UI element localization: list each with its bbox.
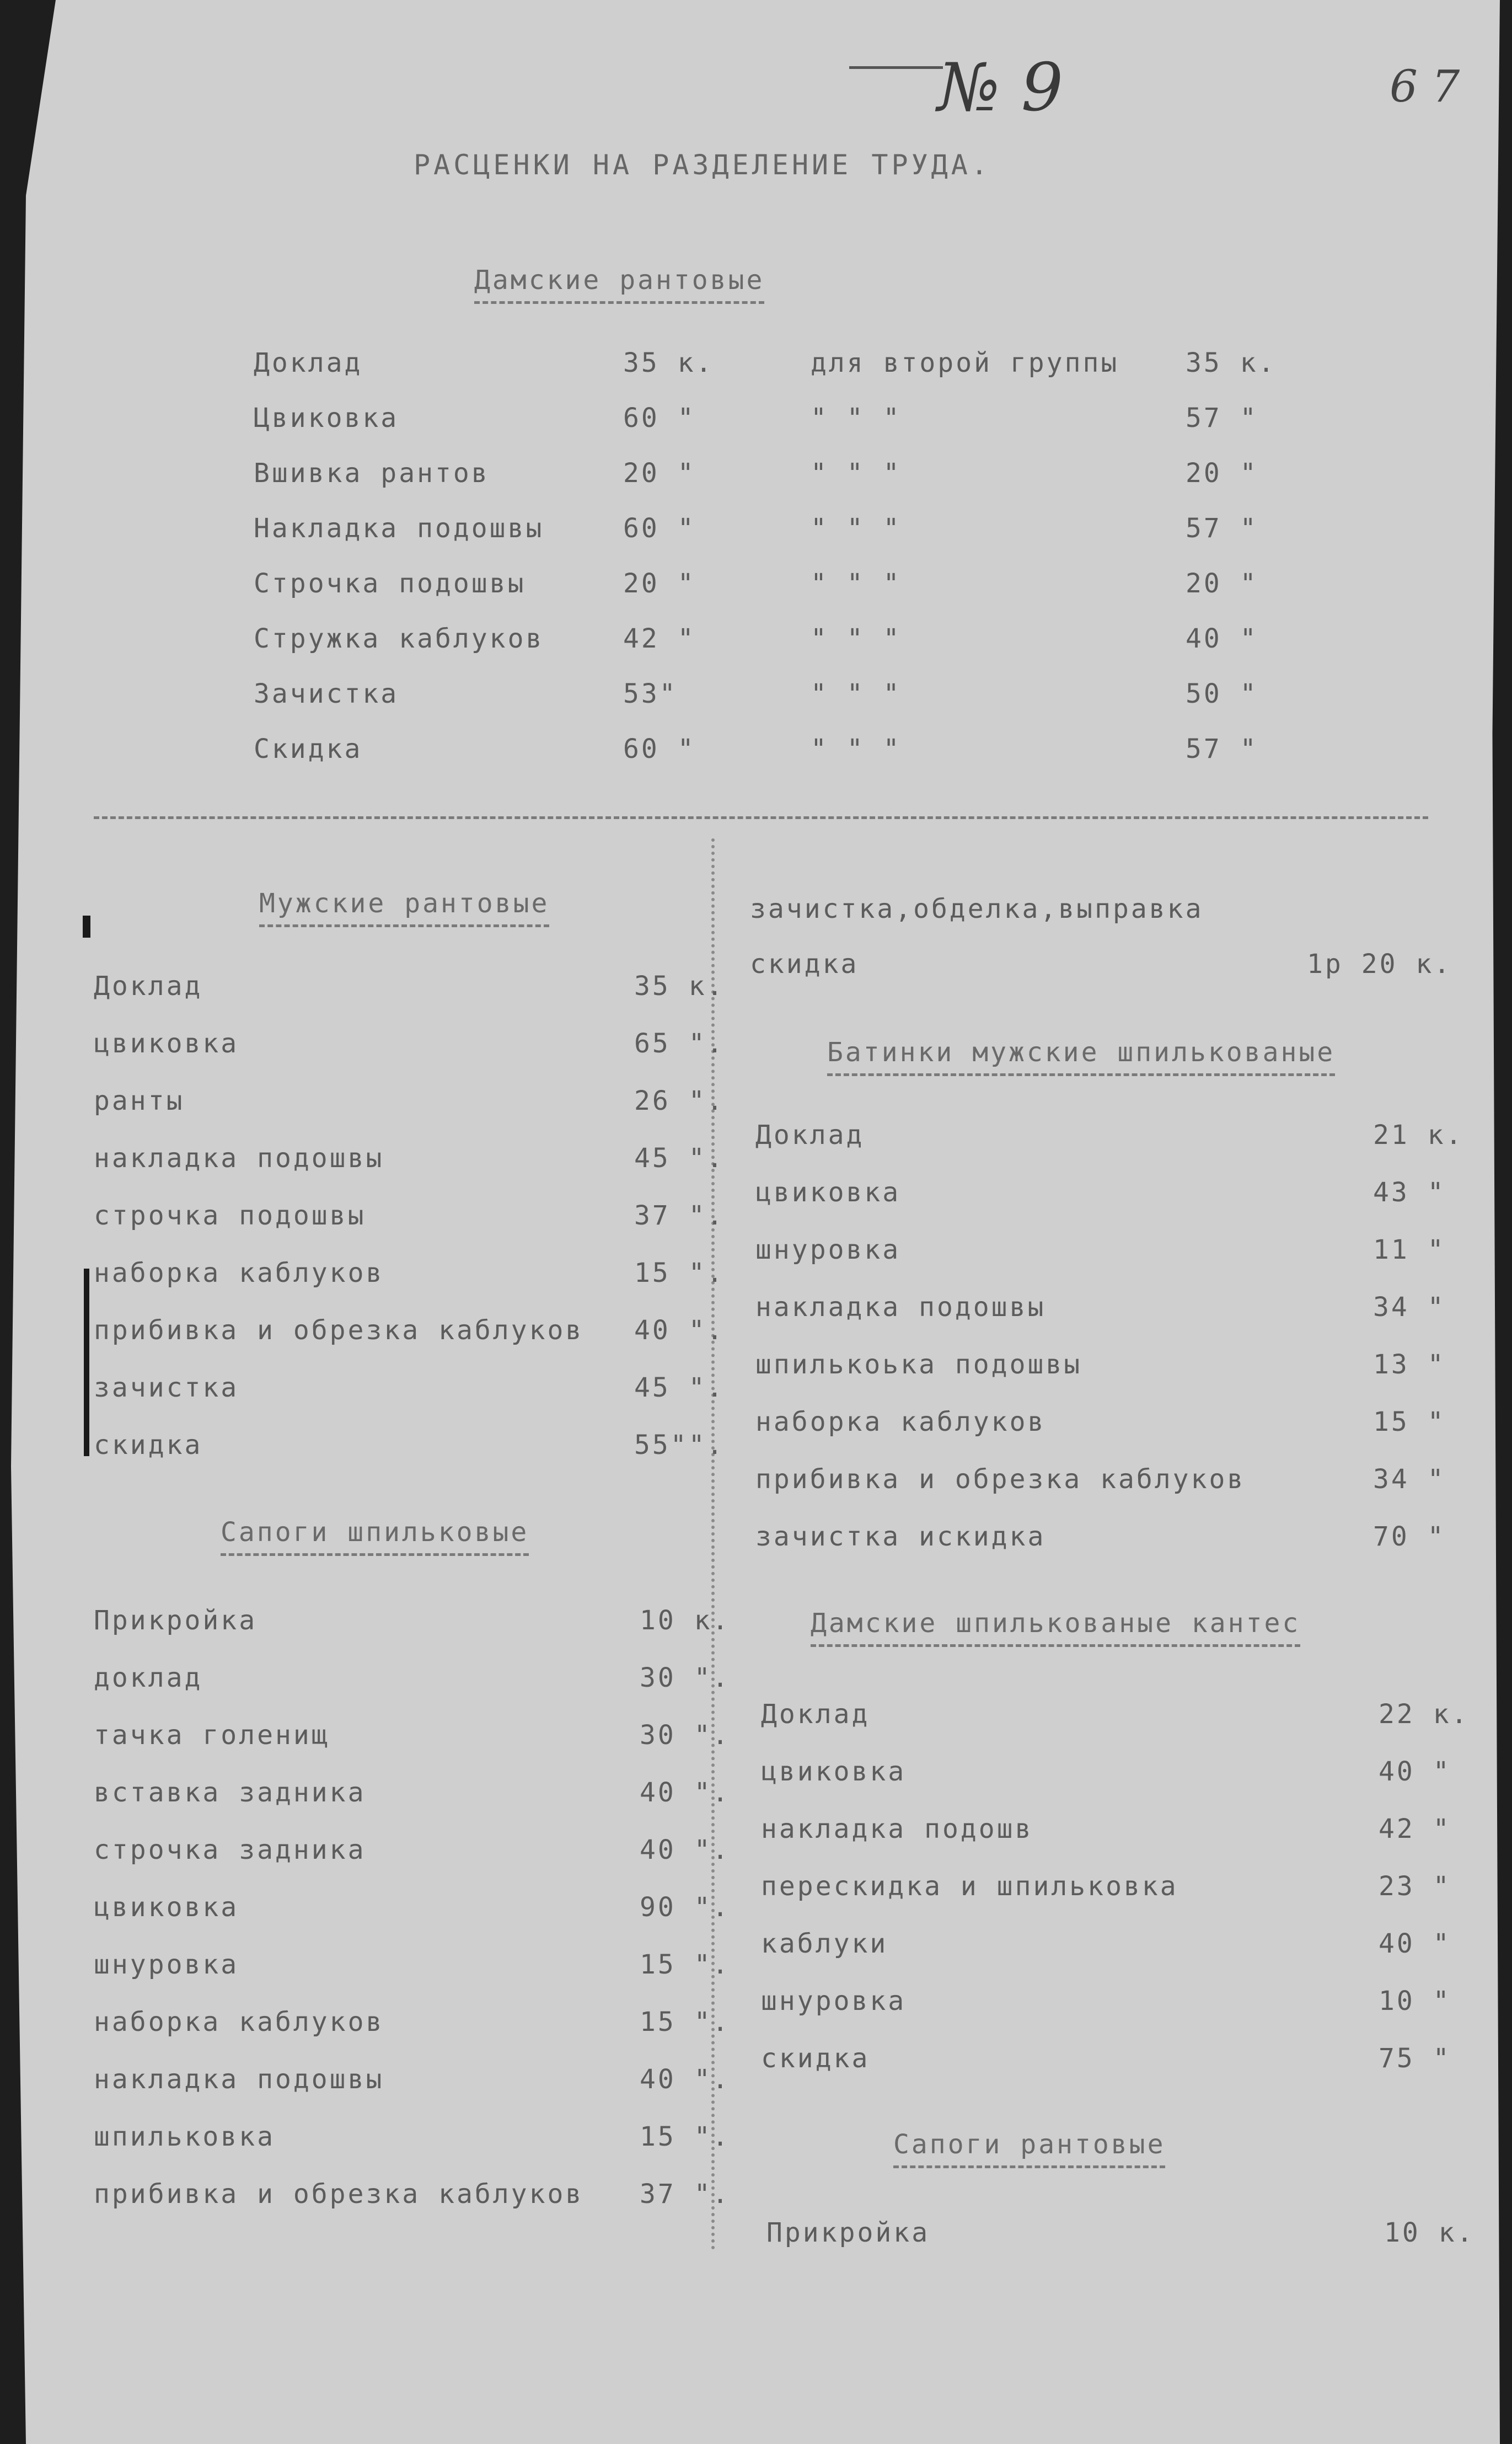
price-value: 40 ". [640,1835,731,1865]
group-label: " " " [811,403,902,434]
item-label: наборка каблуков [94,1258,384,1288]
price-value-second-group: 20 " [1186,568,1258,599]
section-heading-batinki-muzhskie: Батинки мужские шпилькованые [827,1037,1335,1076]
item-label: шнуровка [94,1949,239,1980]
item-label: доклад [94,1662,203,1693]
item-label: Доклад [755,1120,865,1151]
item-label: цвиковка [94,1028,239,1059]
archive-number: № 9 [937,50,1064,126]
price-value: 40 " [1379,1928,1451,1959]
section-heading-damskie-rantovye: Дамские рантовые [474,265,764,304]
item-label: скидка [94,1430,203,1461]
price-value: 60 " [623,734,696,764]
item-label: зачистка [94,1372,239,1403]
price-value: 55"". [634,1430,725,1461]
item-label: ранты [94,1085,185,1116]
item-label: вставка задника [94,1777,366,1808]
price-value: 15 ". [640,1949,731,1980]
price-value-second-group: 57 " [1186,403,1258,434]
price-value: 20 " [623,458,696,489]
item-label: строчка подошвы [94,1200,366,1231]
item-label: Накладка подошвы [254,513,544,544]
group-label: " " " [811,623,902,654]
price-value: 13 " [1373,1349,1446,1380]
item-label: цвиковка [755,1177,901,1208]
item-label: прибивка и обрезка каблуков [94,1315,584,1346]
price-value: 70 " [1373,1521,1446,1552]
section-heading-sapogi-rantovye: Сапоги рантовые [893,2129,1165,2168]
price-value: 15 ". [634,1258,725,1288]
item-label: шпильковка [94,2121,275,2152]
price-value: 30 ". [640,1662,731,1693]
price-value: 37 ". [640,2179,731,2210]
price-value: 10 " [1379,1986,1451,2017]
group-label: " " " [811,678,902,709]
group-label: " " " [811,734,902,764]
item-label: накладка подошвы [94,1143,384,1174]
price-value: 10 к. [1384,2217,1475,2248]
archive-underline [849,66,943,69]
price-value-second-group: 50 " [1186,678,1258,709]
item-label: Прикройка [94,1605,258,1636]
price-value: 45 ". [634,1372,725,1403]
item-label: шпилькоька подошвы [755,1349,1082,1380]
price-value-second-group: 57 " [1186,513,1258,544]
price-value: 90 ". [640,1892,731,1923]
item-label: Скидка [254,734,363,764]
item-label: скидка [761,2043,870,2074]
item-label: прибивка и обрезка каблуков [755,1464,1246,1495]
price-value: 15 " [1373,1406,1446,1437]
price-value: 60 " [623,403,696,434]
item-label: тачка голенищ [94,1720,330,1751]
item-label: прибивка и обрезка каблуков [94,2179,584,2210]
price-value-second-group: 57 " [1186,734,1258,764]
price-value: 42 " [623,623,696,654]
group-label: " " " [811,458,902,489]
price-value: 21 к. [1373,1120,1464,1151]
price-value: 53" [623,678,678,709]
section-heading-damskie-shpilkovanye: Дамские шпилькованые кантес [811,1608,1300,1647]
scan-mark [83,916,90,938]
price-value: 42 " [1379,1814,1451,1844]
item-label: зачистка искидка [755,1521,1046,1552]
item-label: каблуки [761,1928,888,1959]
price-value: 30 ". [640,1720,731,1751]
price-value: 15 ". [640,2007,731,2037]
item-label: Стружка каблуков [254,623,544,654]
price-value-second-group: 20 " [1186,458,1258,489]
item-label: Прикройка [766,2217,930,2248]
price-value-second-group: 35 к. [1186,347,1277,378]
section-heading-muzhskie-rantovye: Мужские рантовые [259,888,549,927]
item-label: накладка подошвы [755,1292,1046,1323]
price-value-second-group: 40 " [1186,623,1258,654]
price-value: 40 " [1379,1756,1451,1787]
price-value: 40 ". [634,1315,725,1346]
price-value: 34 " [1373,1464,1446,1495]
price-value: 10 к. [640,1605,731,1636]
section-heading-sapogi-shpilkovye: Сапоги шпильковые [221,1517,529,1556]
scan-mark [84,1269,89,1456]
item-label: Доклад [94,971,203,1002]
item-label: наборка каблуков [94,2007,384,2037]
item-label: цвиковка [94,1892,239,1923]
price-value: 23 " [1379,1871,1451,1902]
item-label: Доклад [254,347,363,378]
page-number: 6 7 [1390,61,1460,112]
price-value: 75 " [1379,2043,1451,2074]
item-label: цвиковка [761,1756,907,1787]
price-value: 43 " [1373,1177,1446,1208]
group-label: " " " [811,513,902,544]
item-label: Вшивка рантов [254,458,490,489]
price-value: 40 ". [640,1777,731,1808]
price-value: 20 " [623,568,696,599]
item-label: накладка подошвы [94,2064,384,2095]
price-value: 60 " [623,513,696,544]
price-value: 37 ". [634,1200,725,1231]
item-label: наборка каблуков [755,1406,1046,1437]
item-label: Доклад [761,1699,870,1730]
item-label: строчка задника [94,1835,366,1865]
price-value: 26 ". [634,1085,725,1116]
item-label: Зачистка [254,678,399,709]
price-value: 1р 20 к. [1307,949,1452,980]
item-label: накладка подошв [761,1814,1033,1844]
price-value: 35 к. [623,347,714,378]
group-label: " " " [811,568,902,599]
price-value: 34 " [1373,1292,1446,1323]
price-value: 45 ". [634,1143,725,1174]
price-value: 35 к. [634,971,725,1002]
price-value: 40 ". [640,2064,731,2095]
group-label: для второй группы [811,347,1119,378]
item-label: шнуровка [755,1234,901,1265]
price-value: 11 " [1373,1234,1446,1265]
item-label: зачистка,обделка,выправка [750,894,1204,924]
item-label: шнуровка [761,1986,907,2017]
item-label: перескидка и шпильковка [761,1871,1178,1902]
item-label: Цвиковка [254,403,399,434]
item-label: Строчка подошвы [254,568,526,599]
item-label: скидка [750,949,859,980]
price-value: 65 ". [634,1028,725,1059]
price-value: 22 к. [1379,1699,1470,1730]
page-title: РАСЦЕНКИ НА РАЗДЕЛЕНИЕ ТРУДА. [414,149,991,181]
price-value: 15 ". [640,2121,731,2152]
section-divider [94,816,1428,819]
